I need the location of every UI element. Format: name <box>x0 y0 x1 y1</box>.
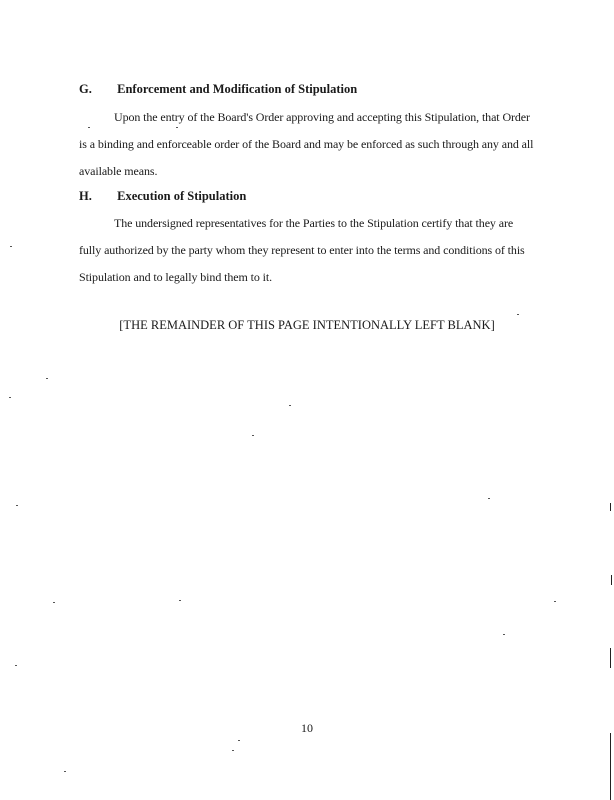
scan-speck <box>517 314 519 315</box>
edge-mark <box>610 503 611 511</box>
section-g-line-1: Upon the entry of the Board's Order approving and accepting this Stipulation, that Order <box>114 110 530 124</box>
section-h-line-3: Stipulation and to legally bind them to it. <box>79 270 273 284</box>
section-g-title: Enforcement and Modification of Stipulation <box>117 82 358 96</box>
section-g-heading <box>79 82 357 97</box>
edge-mark <box>610 733 611 800</box>
scan-speck <box>176 127 178 128</box>
page-number: 10 <box>301 721 313 735</box>
scan-speck <box>88 127 90 128</box>
section-g-line-3: available means. <box>79 164 158 178</box>
scan-speck <box>10 246 12 247</box>
scan-speck <box>64 771 66 772</box>
section-h-letter: H. <box>79 189 92 203</box>
edge-mark <box>611 575 612 585</box>
section-h-heading <box>79 189 246 204</box>
scan-speck <box>179 600 181 601</box>
scan-speck <box>15 665 17 666</box>
scan-speck <box>238 740 240 741</box>
scan-speck <box>16 505 18 506</box>
scan-speck <box>252 435 254 436</box>
section-g-letter: G. <box>79 82 92 96</box>
scan-speck <box>554 601 556 602</box>
scan-speck <box>46 378 48 379</box>
scan-speck <box>488 498 490 499</box>
scan-speck <box>232 750 234 751</box>
section-g-line-2: is a binding and enforceable order of the Board and may be enforced as such through any and all <box>79 137 534 151</box>
scan-speck <box>9 397 11 398</box>
scan-speck <box>289 405 291 406</box>
intentionally-blank-note: [THE REMAINDER OF THIS PAGE INTENTIONALLY LEFT BLANK] <box>119 318 495 332</box>
scan-speck <box>53 602 55 603</box>
section-h-title: Execution of Stipulation <box>117 189 247 203</box>
scan-speck <box>503 634 505 635</box>
section-h-line-1: The undersigned representatives for the Parties to the Stipulation certify that they are <box>114 216 514 230</box>
edge-mark <box>610 648 611 668</box>
section-h-line-2: fully authorized by the party whom they represent to enter into the terms and conditions of this <box>79 243 525 257</box>
